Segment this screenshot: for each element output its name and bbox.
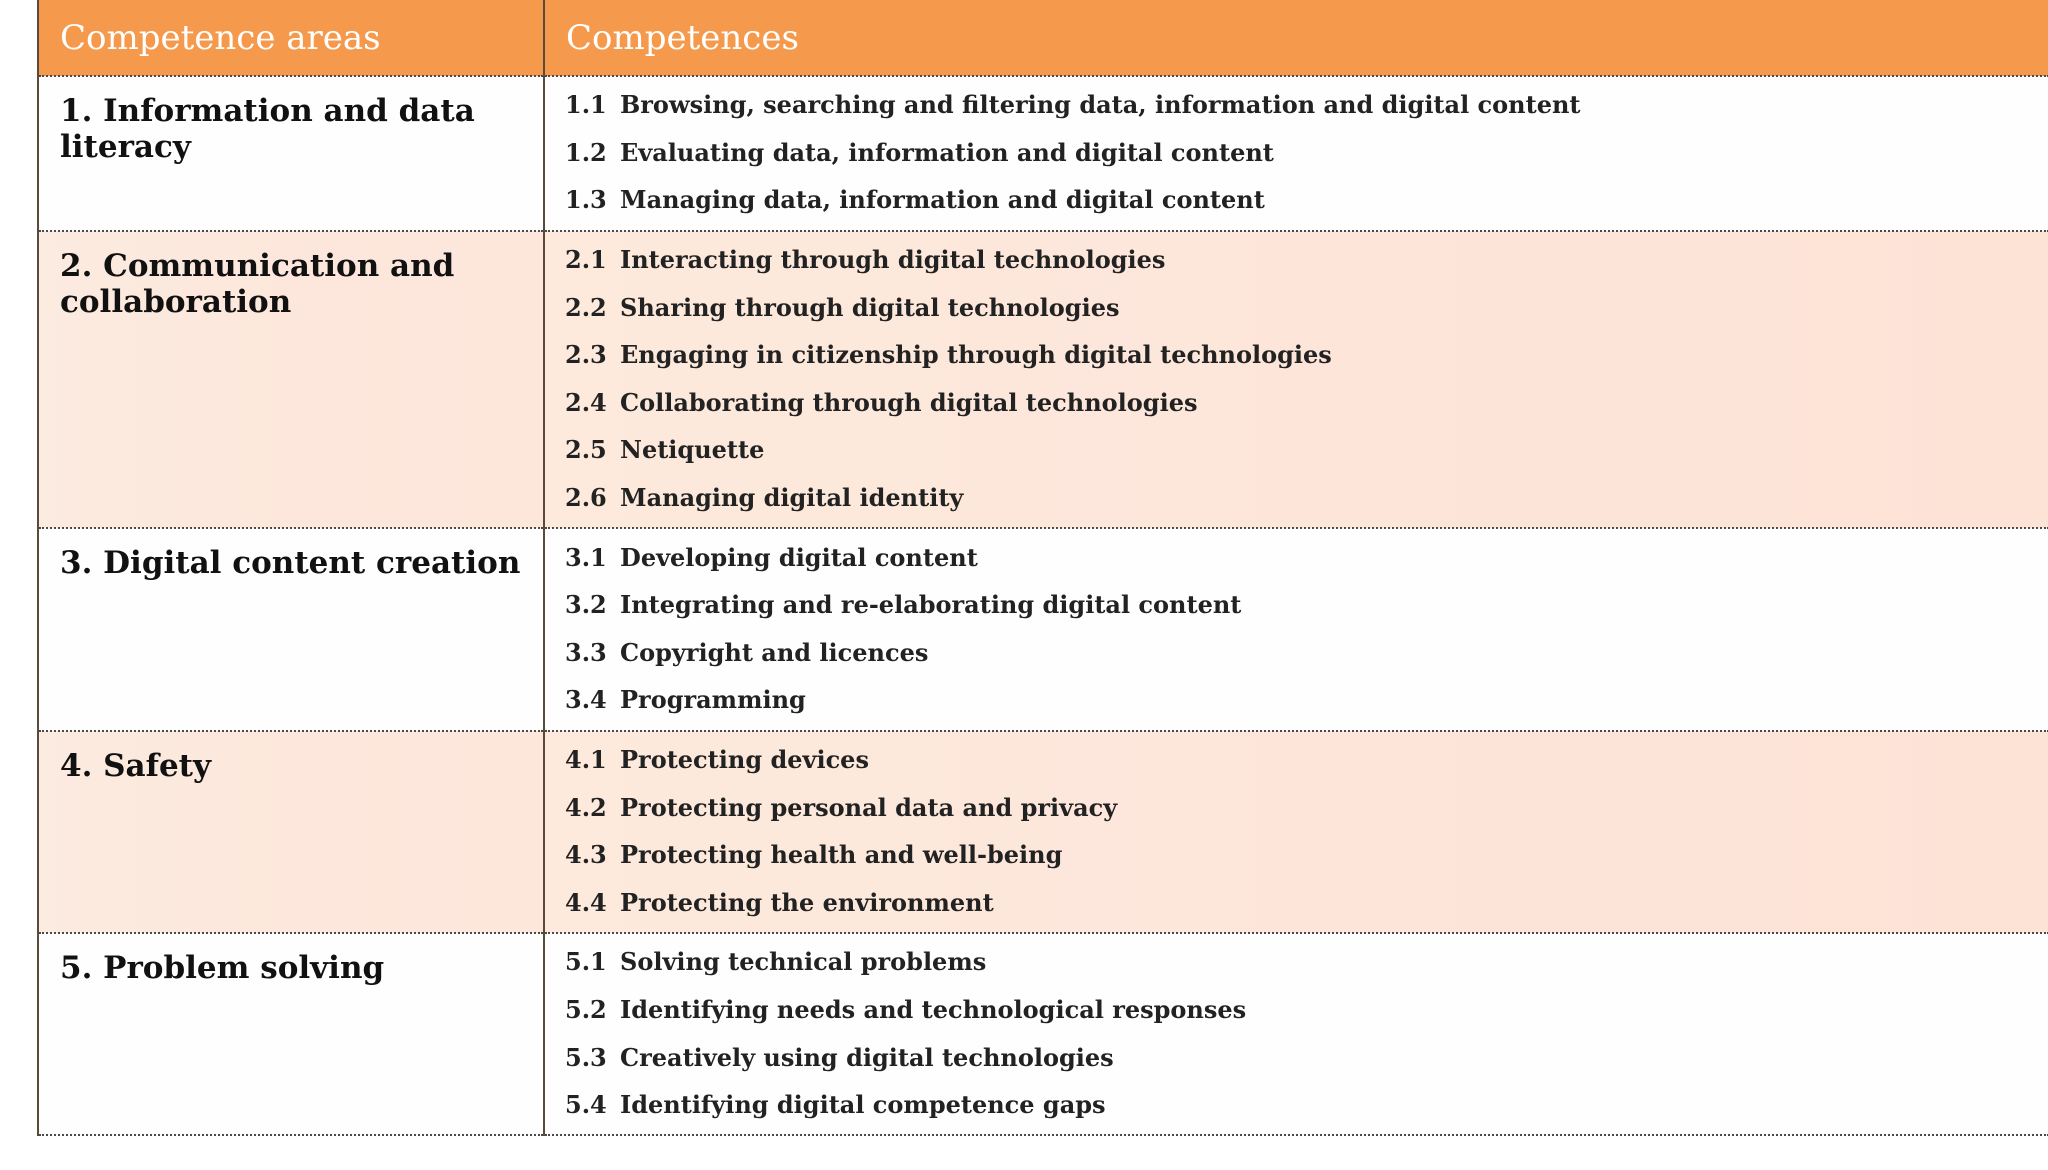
competence-item — [565, 379, 2048, 427]
competence-item — [565, 236, 2048, 284]
competence-number: 3.4 — [565, 685, 607, 715]
competence-number: 4.3 — [565, 840, 607, 870]
competence-item — [565, 1081, 2048, 1129]
competence-item — [565, 581, 2048, 629]
competence-item — [565, 879, 2048, 927]
competence-text: Netiquette — [620, 435, 765, 465]
competence-number: 5.3 — [565, 1042, 607, 1072]
competence-number: 1.3 — [565, 185, 607, 215]
competence-number: 2.4 — [565, 387, 607, 417]
competence-number: 3.2 — [565, 590, 607, 620]
area-title: 3. Digital content creation — [38, 528, 544, 730]
competence-text: Copyright and licences — [620, 637, 929, 667]
competence-item — [565, 129, 2048, 177]
competence-number: 2.5 — [565, 435, 607, 465]
competence-text: Solving technical problems — [620, 947, 987, 977]
competence-text: Protecting devices — [620, 745, 869, 775]
competence-item — [565, 676, 2048, 724]
competence-text: Protecting personal data and privacy — [620, 792, 1118, 822]
competence-text: Browsing, searching and filtering data, information and digital content — [620, 90, 1581, 120]
competence-list — [544, 731, 2048, 933]
competence-text: Engaging in citizenship through digital technologies — [620, 340, 1332, 370]
competence-text: Managing digital identity — [620, 483, 964, 513]
table-row — [38, 731, 2048, 933]
area-title: 2. Communication and collaboration — [38, 231, 544, 529]
competence-list — [544, 231, 2048, 529]
competence-text: Collaborating through digital technologies — [620, 387, 1198, 417]
area-title: 1. Information and data literacy — [38, 76, 544, 231]
competence-item — [565, 938, 2048, 986]
competence-text: Evaluating data, information and digital content — [620, 137, 1274, 167]
competence-item — [565, 629, 2048, 677]
competence-number: 2.6 — [565, 483, 607, 513]
competence-number: 3.1 — [565, 542, 607, 572]
table-row — [38, 76, 2048, 231]
competence-list — [544, 933, 2048, 1135]
competence-list — [544, 76, 2048, 231]
competence-item — [565, 783, 2048, 831]
competence-number: 3.3 — [565, 637, 607, 667]
competence-item — [565, 426, 2048, 474]
competence-number: 5.1 — [565, 947, 607, 977]
area-title: 5. Problem solving — [38, 933, 544, 1135]
competence-text: Protecting health and well-being — [620, 840, 1063, 870]
table-row — [38, 231, 2048, 529]
competence-item — [565, 81, 2048, 129]
competence-number: 1.2 — [565, 137, 607, 167]
competence-text: Identifying digital competence gaps — [620, 1090, 1106, 1120]
competence-number: 2.3 — [565, 340, 607, 370]
competence-item — [565, 1033, 2048, 1081]
competence-number: 4.4 — [565, 887, 607, 917]
header-competence-areas: Competence areas — [38, 0, 544, 76]
competence-number: 2.2 — [565, 292, 607, 322]
competence-number: 4.2 — [565, 792, 607, 822]
competence-text: Creatively using digital technologies — [620, 1042, 1114, 1072]
competence-item — [565, 474, 2048, 522]
competence-text: Developing digital content — [620, 542, 978, 572]
competence-number: 5.2 — [565, 994, 607, 1024]
competence-item — [565, 331, 2048, 379]
competence-item — [565, 283, 2048, 331]
competence-item — [565, 533, 2048, 581]
competence-number: 4.1 — [565, 745, 607, 775]
competence-text: Interacting through digital technologies — [620, 245, 1166, 275]
table-row — [38, 933, 2048, 1135]
competence-text: Identifying needs and technological responses — [620, 994, 1247, 1024]
competence-item — [565, 831, 2048, 879]
competence-text: Integrating and re-elaborating digital content — [620, 590, 1242, 620]
competence-text: Sharing through digital technologies — [620, 292, 1120, 322]
header-competences: Competences — [544, 0, 2048, 76]
competence-number: 5.4 — [565, 1090, 607, 1120]
competence-number: 2.1 — [565, 245, 607, 275]
competence-list — [544, 528, 2048, 730]
competence-number: 1.1 — [565, 90, 607, 120]
competence-text: Managing data, information and digital content — [620, 185, 1265, 215]
table-row — [38, 528, 2048, 730]
competence-item — [565, 736, 2048, 784]
competence-table — [37, 0, 2048, 1136]
competence-item — [565, 176, 2048, 224]
competence-text: Protecting the environment — [620, 887, 994, 917]
competence-text: Programming — [620, 685, 806, 715]
table-header-row — [38, 0, 2048, 76]
competence-item — [565, 986, 2048, 1034]
area-title: 4. Safety — [38, 731, 544, 933]
